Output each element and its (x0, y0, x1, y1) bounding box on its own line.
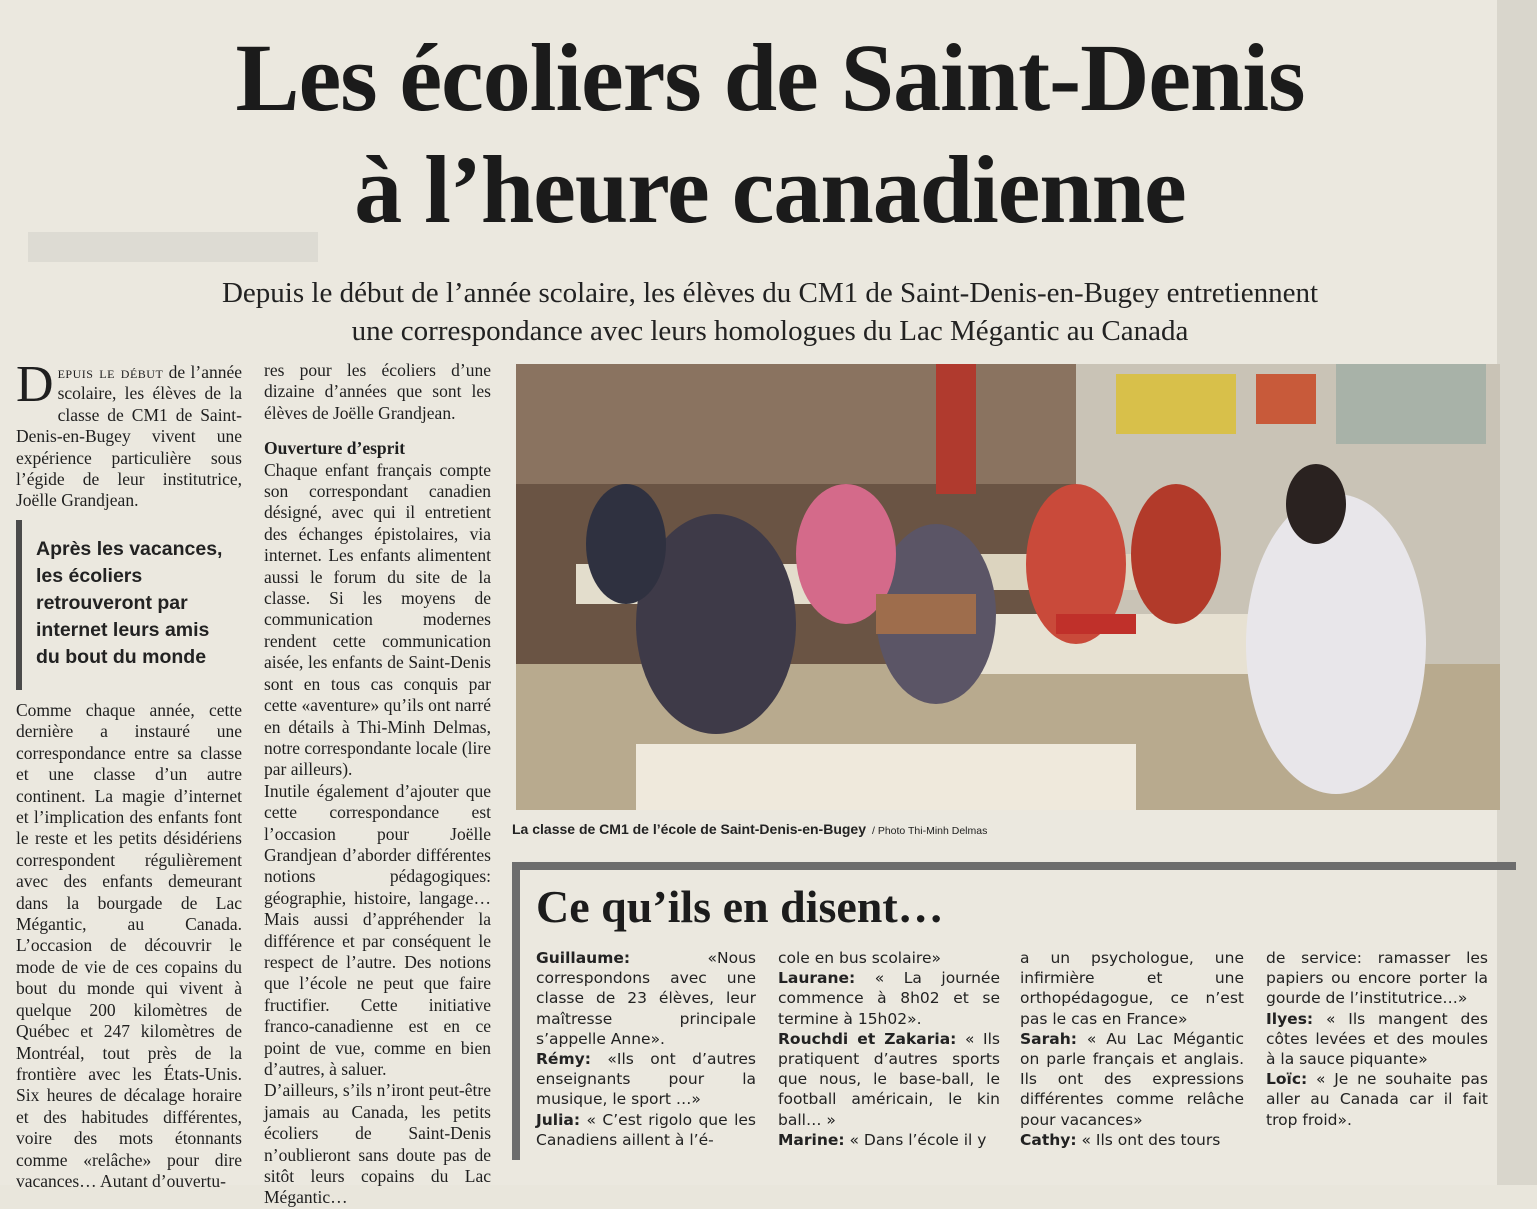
column-2-intro: res pour les écoliers d’une dizaine d’années que sont les élèves de Joëlle Grandjean. (264, 360, 491, 423)
pull-quote-text: Après les vacances, les écoliers retrouveront par internet leurs amis du bout du monde (36, 538, 223, 668)
column-1-body: Comme chaque année, cette dernière a instauré une correspondance entre sa classe et une classe d’un autre continent. La magie d’internet et l’implication des enfants font le reste et les petits désidériens correspondent régulièrement avec des enfants demeurant dans la bourgade de Lac Mégantic, au Canada. L’occasion de découvrir le mode de vie de ces copains du bout du monde qui vivent à quelque 200 kilomètres de Québec et 247 kilomètres de Montréal, tout près de la frontière avec les États-Unis. Six heures de décalage horaire et des habitudes différentes, voire des mots étonnants comme «relâche» pour dire vacances… Autant d’ouvertu- (16, 700, 242, 1191)
quotes-column-4 (1266, 948, 1488, 1130)
quote-speaker: Julia: (536, 1110, 581, 1129)
quote-text: « Ils mangent des côtes levées et des moules à la sauce piquante» (1266, 1009, 1488, 1069)
quote-speaker: Marine: (778, 1130, 845, 1149)
quotes-column-3 (1020, 948, 1244, 1150)
column-2-paragraph-1: Chaque enfant français compte son correspondant canadien désigné, avec qui il entretient des échanges épistolaires, via internet. Les enfants alimentent aussi le forum du site de la classe. Si les moyens de communication modernes rendent cette communication aisée, les enfants de Saint-Denis sont en tous cas conquis par cette «aventure» qu’ils ont narré en détails à Thi-Minh Delmas, notre correspondante locale (lire par ailleurs). (264, 459, 491, 780)
quote-text: « C’est rigolo que les Canadiens aillent à l’é- (536, 1110, 756, 1149)
quote-text: «Ils ont d’autres enseignants pour la musique, le sport …» (536, 1050, 756, 1109)
quote-speaker: Ilyes: (1266, 1009, 1314, 1028)
quote-speaker: Guillaume: (536, 949, 631, 967)
quote-text: « Ils ont des tours (1076, 1130, 1221, 1149)
lead-text: de l’année scolaire, les élèves de la classe de CM1 de Saint-Denis-en-Bugey vivent une expérience particulière sous l’égide de leur institutrice, Joëlle Grandjean. (16, 362, 243, 511)
column-2-paragraph-2: Inutile également d’ajouter que cette correspondance est l’occasion pour Joëlle Grandjean d’aborder différentes notions pédagogiques: géographie, histoire, langage… Mais aussi d’appréhender la différence et par conséquent le respect de l’autre. Des notions que l’école ne peut que faire fructifier. Cette initiative franco-canadienne est en ce point de vue, comme en bien d’autres, à saluer. (264, 780, 491, 1079)
quote-speaker: Laurane: (778, 969, 856, 988)
article-headline (60, 22, 1480, 246)
section-subtitle: Ouverture d’esprit (264, 438, 406, 459)
quotes-title: Ce qu’ils en disent… (536, 881, 944, 932)
article-subhead (100, 274, 1440, 350)
quotes-column-2 (778, 948, 1000, 1150)
lead-smallcaps: epuis le début (57, 362, 164, 382)
quote-text: « Ils pratiquent d’autres sports que nous, le base-ball, le football américain, le kin ball… » (778, 1029, 1000, 1129)
quote-speaker: Loïc: (1266, 1070, 1308, 1089)
quote-text: «Nous correspondons avec une classe de 23 élèves, leur maîtresse principale s’appelle Anne». (536, 949, 756, 1048)
quote-text: de service: ramasser les papiers ou encore porter la gourde de l’institutrice…» (1266, 949, 1488, 1008)
quote-speaker: Rémy: (536, 1050, 591, 1069)
headline-line-1: Les écoliers de Saint-Denis (235, 24, 1305, 131)
classroom-photo (516, 364, 1500, 810)
quote-text: « Dans l’école il y (844, 1130, 987, 1149)
quote-text: cole en bus scolaire» (778, 949, 941, 967)
quote-text: « Je ne souhaite pas aller au Canada car il fait trop froid». (1266, 1070, 1488, 1129)
quotes-column-1 (536, 948, 756, 1150)
quote-text: « Au Lac Mégantic on parle français et anglais. Ils ont des expressions différentes comme relâche pour vacances» (1020, 1029, 1244, 1129)
quote-text: « La journée commence à 8h02 et se termine à 15h02». (778, 969, 1000, 1028)
column-2 (264, 360, 491, 1209)
quote-speaker: Sarah: (1020, 1029, 1077, 1048)
classroom-photo-illustration (516, 364, 1500, 810)
drop-cap: D (16, 356, 54, 413)
quote-text: a un psychologue, une infirmière et une orthopédagogue, ce n’est pas le cas en France» (1020, 949, 1244, 1028)
pull-quote (16, 520, 248, 690)
column-2-paragraph-3: D’ailleurs, s’ils n’iront peut-être jamais au Canada, les petits écoliers de Saint-Denis n’oublieront sans doute pas de sitôt leurs copains du Lac Mégantic… (264, 1080, 491, 1208)
photo-caption (512, 821, 1512, 837)
caption-text: La classe de CM1 de l’école de Saint-Denis-en-Bugey (512, 821, 866, 837)
photo-credit: / Photo Thi-Minh Delmas (872, 825, 988, 837)
quote-speaker: Cathy: (1020, 1130, 1077, 1149)
subhead-line-1: Depuis le début de l’année scolaire, les élèves du CM1 de Saint-Denis-en-Bugey entretiennent (221, 277, 1318, 309)
headline-line-2: à l’heure canadienne (354, 136, 1186, 243)
lead-paragraph (16, 356, 243, 512)
quote-speaker: Rouchdi et Zakaria: (778, 1029, 957, 1048)
subhead-line-2: une correspondance avec leurs homologues du Lac Mégantic au Canada (351, 315, 1189, 347)
